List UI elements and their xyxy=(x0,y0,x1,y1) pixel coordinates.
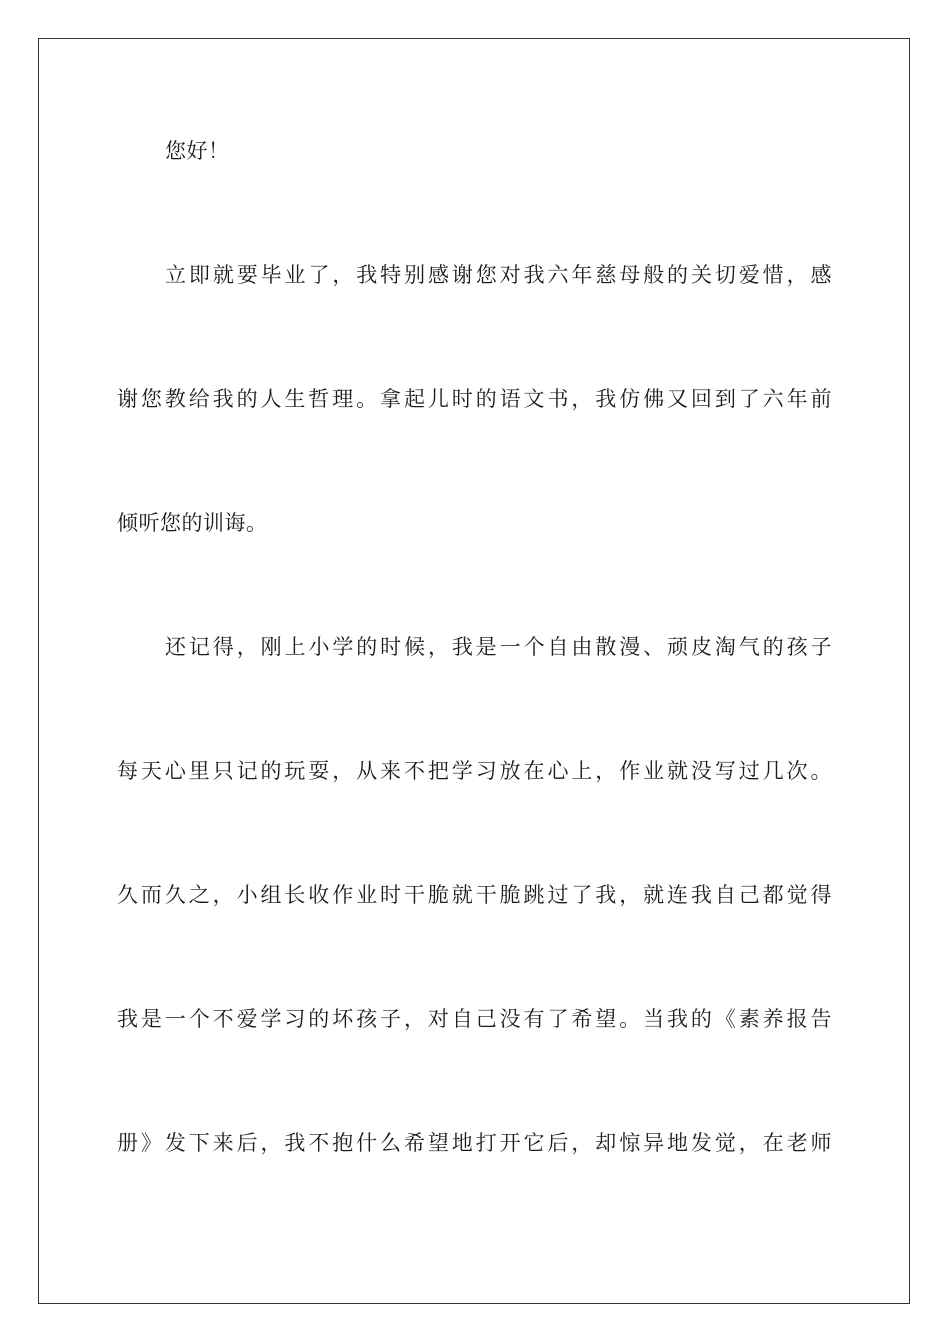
paragraph-2-line-3: 久而久之，小组长收作业时干脆就干脆跳过了我，就连我自己都觉得 xyxy=(117,883,832,907)
greeting-line: 您好！ xyxy=(165,139,230,163)
paragraph-2-line-2: 每天心里只记的玩耍，从来不把学习放在心上，作业就没写过几次。 xyxy=(117,759,832,783)
paragraph-1-line-3: 倾听您的训诲。 xyxy=(117,511,268,535)
paragraph-2-line-1: 还记得，刚上小学的时候，我是一个自由散漫、顽皮淘气的孩子 xyxy=(165,635,832,659)
page-border xyxy=(38,38,910,1304)
paragraph-2-line-5: 册》发下来后，我不抱什么希望地打开它后，却惊异地发觉，在老师 xyxy=(117,1131,832,1155)
paragraph-2-line-4: 我是一个不爱学习的坏孩子，对自己没有了希望。当我的《素养报告 xyxy=(117,1007,832,1031)
paragraph-1-line-1: 立即就要毕业了，我特别感谢您对我六年慈母般的关切爱惜，感 xyxy=(165,263,832,287)
paragraph-1-line-2: 谢您教给我的人生哲理。拿起儿时的语文书，我仿佛又回到了六年前 xyxy=(117,387,832,411)
